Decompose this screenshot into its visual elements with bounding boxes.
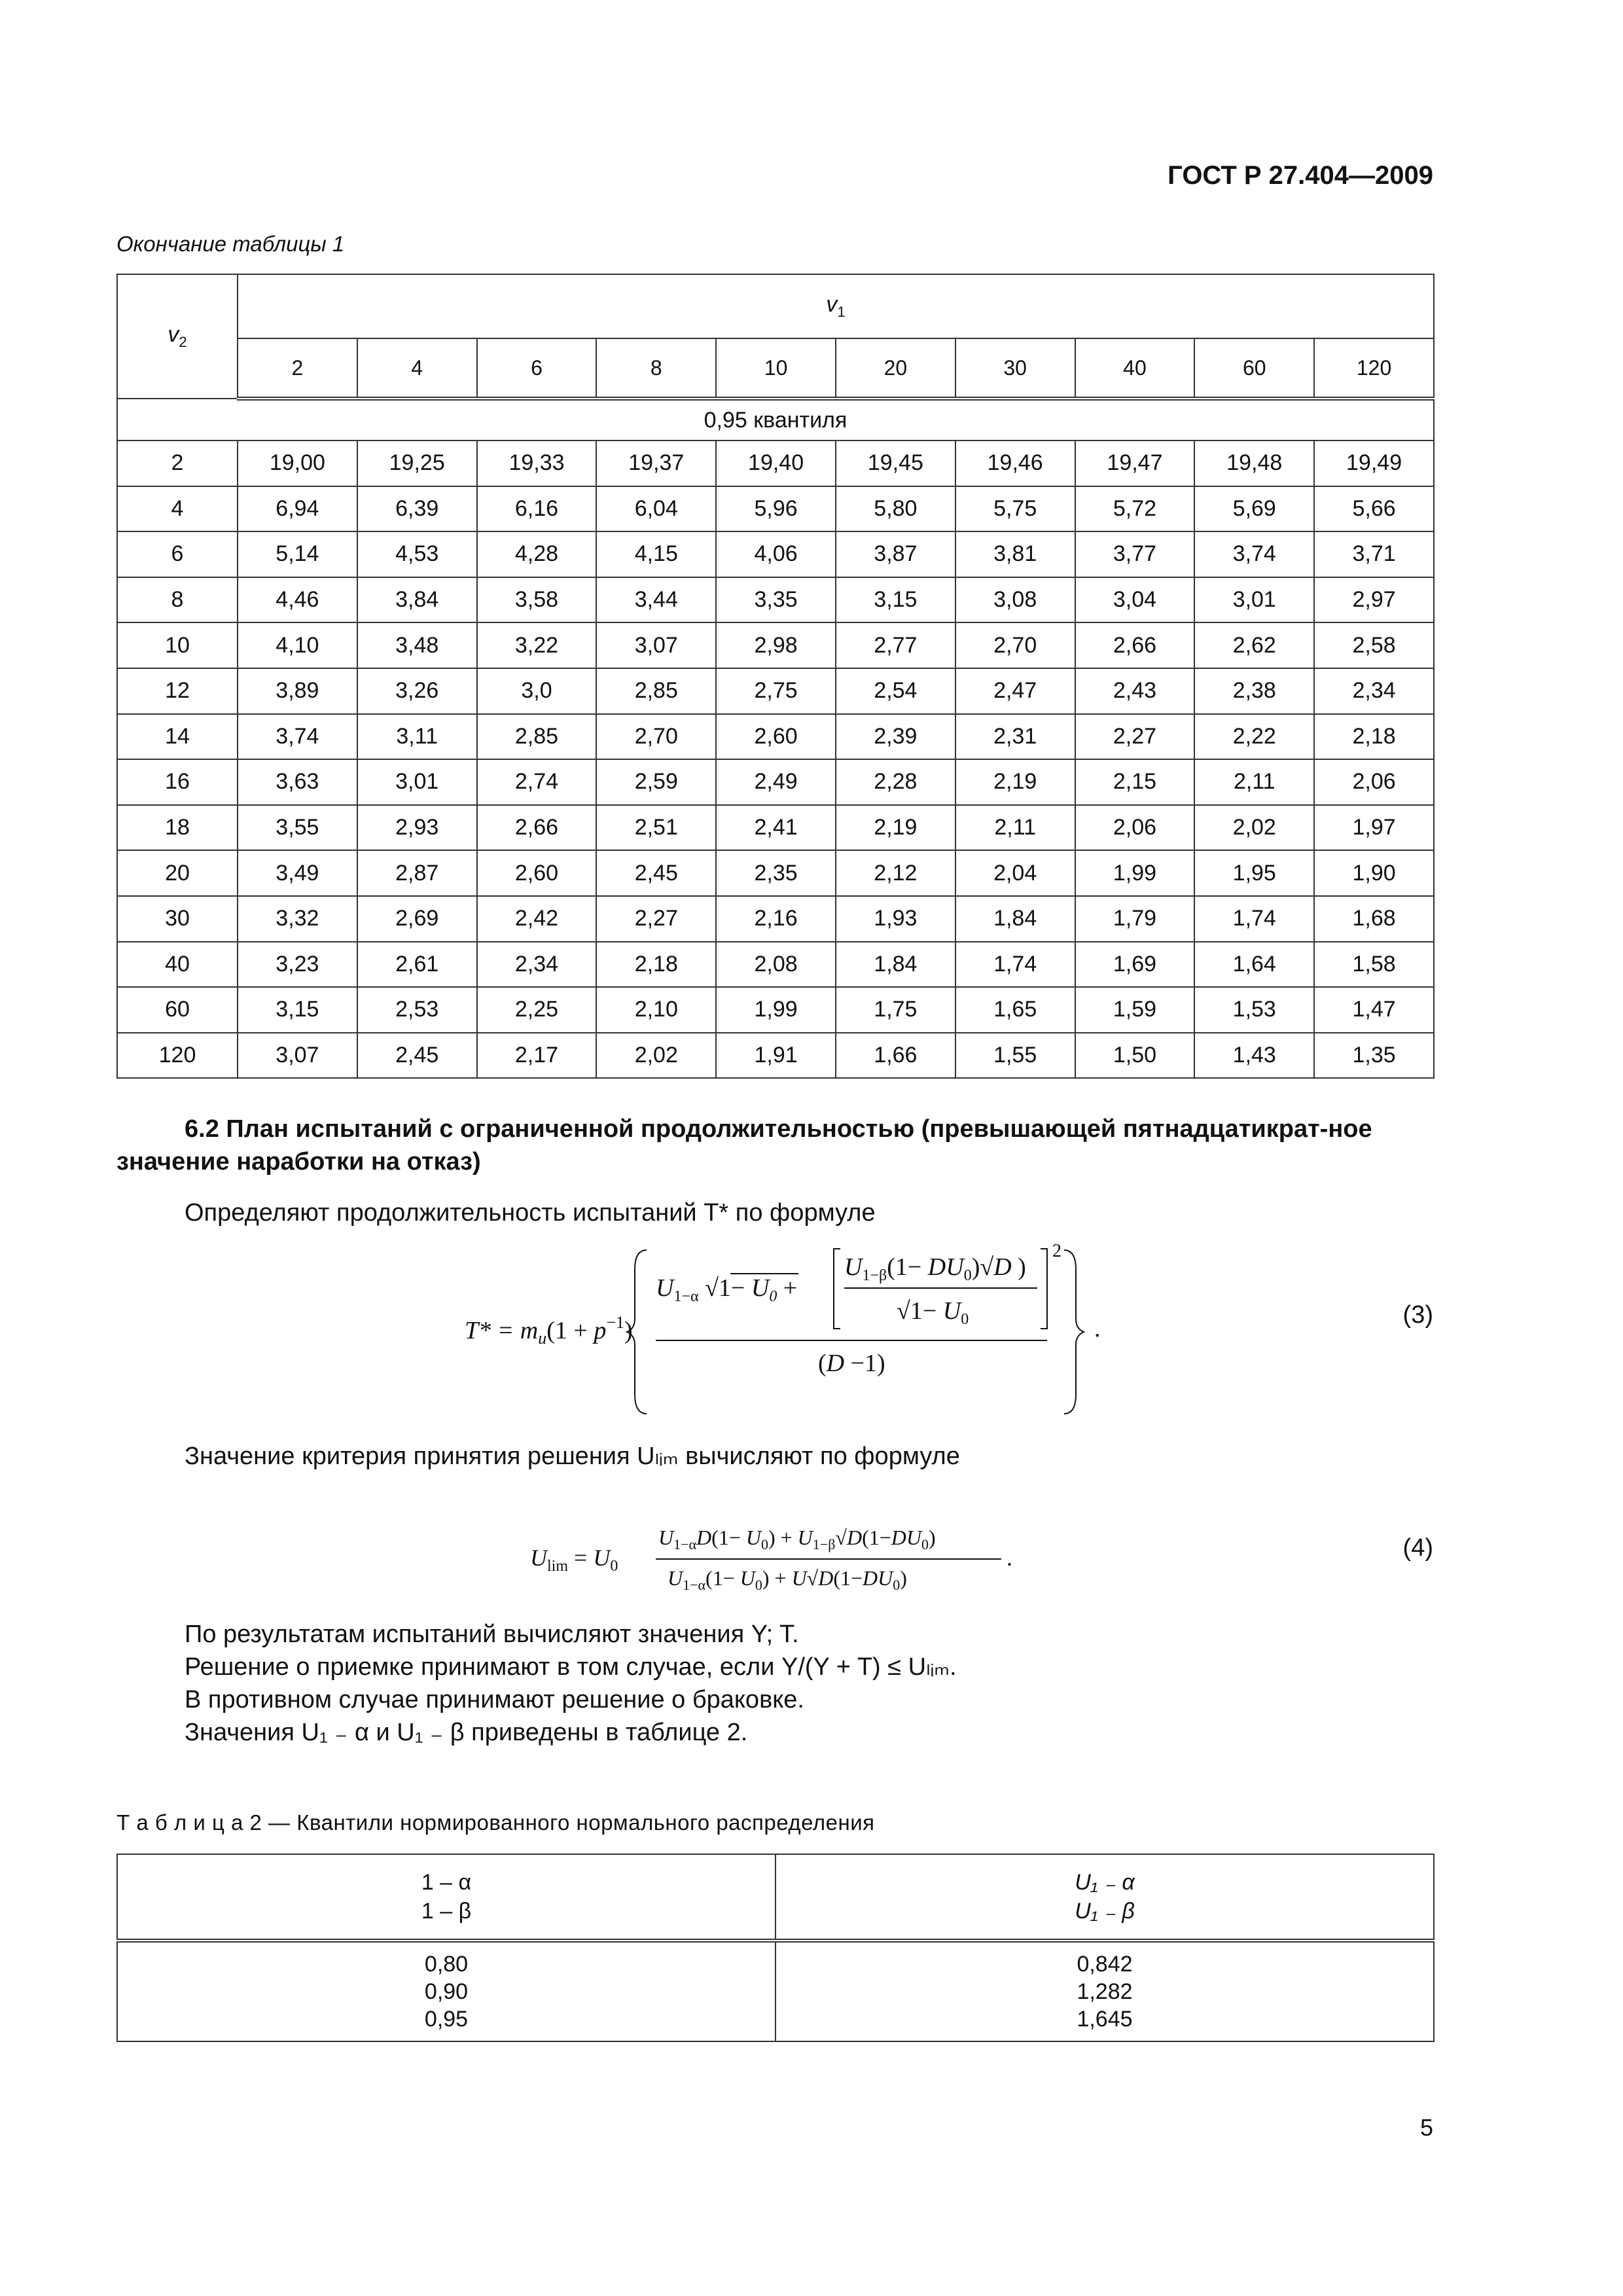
svg-text:U1−α √1− U0 +: $U_{1-\alpha}$ $√1- U_0$ + — [656, 1274, 798, 1305]
table-cell: 19,40 — [716, 440, 836, 486]
table-cell: 2,11 — [955, 805, 1075, 851]
table-cell: 2,19 — [955, 759, 1075, 805]
table-cell: 3,22 — [477, 622, 597, 668]
table-cell: 3,48 — [357, 622, 477, 668]
col-header-symbol: v — [826, 292, 838, 317]
table-cell: 2,93 — [357, 805, 477, 851]
equation-number-4: (4) — [1402, 1534, 1433, 1562]
table-cell: 1,74 — [1194, 896, 1314, 942]
table-row — [117, 987, 1434, 1033]
table-cell: 3,74 — [1194, 531, 1314, 577]
table-cell: 3,55 — [238, 805, 357, 851]
table-cell: 2,85 — [477, 714, 597, 760]
paragraph-accept: Решение о приемке принимают в том случае, если Y/(Y + T) ≤ Uₗᵢₘ. — [185, 1653, 957, 1681]
table-cell: 4,10 — [238, 622, 357, 668]
table-cell: 1,74 — [955, 942, 1075, 988]
column-header: 40 — [1075, 338, 1195, 399]
right-value: 0,842 — [1077, 1952, 1133, 1977]
row-label: 40 — [117, 942, 238, 988]
row-label: 30 — [117, 896, 238, 942]
column-header: 2 — [238, 338, 357, 399]
table-cell: 1,58 — [1314, 942, 1434, 988]
table-cell: 4,06 — [716, 531, 836, 577]
table-row — [117, 805, 1434, 851]
table-cell: 5,96 — [716, 486, 836, 532]
paragraph-determine-duration: Определяют продолжительность испытаний T* по формуле — [185, 1199, 876, 1227]
quantile-label: 0,95 квантиля — [117, 399, 1434, 440]
table-cell: 2,18 — [1314, 714, 1434, 760]
equation-number-3: (3) — [1402, 1301, 1433, 1329]
document-code: ГОСТ Р 27.404—2009 — [1168, 161, 1433, 190]
row-header-subscript: 2 — [179, 333, 187, 350]
table-cell: 2,06 — [1314, 759, 1434, 805]
table-cell: 2,16 — [716, 896, 836, 942]
table-cell: 1,93 — [836, 896, 955, 942]
table-cell: 2,66 — [477, 805, 597, 851]
table-cell: 19,47 — [1075, 440, 1195, 486]
table-cell: 1,79 — [1075, 896, 1195, 942]
row-label: 2 — [117, 440, 238, 486]
table-cell: 3,08 — [955, 577, 1075, 623]
column-header: 60 — [1194, 338, 1314, 399]
paragraph-results: По результатам испытаний вычисляют значения Y; T. — [185, 1621, 799, 1648]
column-header: 120 — [1314, 338, 1434, 399]
table-cell: 2,38 — [1194, 668, 1314, 714]
table2-right-values — [776, 1941, 1434, 2041]
row-label: 12 — [117, 668, 238, 714]
table-cell: 2,60 — [716, 714, 836, 760]
table2-caption: Т а б л и ц а 2 — Квантили нормированного нормального распределения — [116, 1810, 875, 1835]
svg-text:Ulim = U0: $U_{lim} = U_0$ — [530, 1545, 618, 1575]
table-cell: 2,34 — [1314, 668, 1434, 714]
column-header: 30 — [955, 338, 1075, 399]
table-cell: 3,35 — [716, 577, 836, 623]
table-cell: 2,51 — [596, 805, 716, 851]
table-cell: 2,70 — [955, 622, 1075, 668]
table-row — [117, 714, 1434, 760]
table-cell: 3,15 — [238, 987, 357, 1033]
section-title-text: План испытаний с ограниченной продолжительностью (превышающей пятнадцатикрат-ное значение наработки на отказ) — [116, 1115, 1372, 1175]
table-cell: 1,55 — [955, 1033, 1075, 1079]
row-label: 60 — [117, 987, 238, 1033]
table-cell: 2,54 — [836, 668, 955, 714]
table-cell: 3,23 — [238, 942, 357, 988]
paragraph-values: Значения U₁ ₋ α и U₁ ₋ β приведены в таблице 2. — [185, 1719, 748, 1746]
section-title — [116, 1113, 1433, 1178]
table-cell: 1,66 — [836, 1033, 955, 1079]
formula-ulim — [530, 1512, 1119, 1597]
table-cell: 1,35 — [1314, 1033, 1434, 1079]
svg-text:.: . — [1007, 1545, 1012, 1571]
column-header: 6 — [477, 338, 597, 399]
table-cell: 2,74 — [477, 759, 597, 805]
table-cell: 2,69 — [357, 896, 477, 942]
page-number: 5 — [1419, 2114, 1433, 2141]
row-label: 14 — [117, 714, 238, 760]
table-cell: 2,53 — [357, 987, 477, 1033]
table-cell: 5,75 — [955, 486, 1075, 532]
row-label: 8 — [117, 577, 238, 623]
row-label: 18 — [117, 805, 238, 851]
table-cell: 2,10 — [596, 987, 716, 1033]
table-cell: 6,39 — [357, 486, 477, 532]
table-cell: 2,02 — [596, 1033, 716, 1079]
table-cell: 2,35 — [716, 850, 836, 896]
table-continuation-caption: Окончание таблицы 1 — [116, 232, 345, 256]
table-cell: 1,69 — [1075, 942, 1195, 988]
table-cell: 19,48 — [1194, 440, 1314, 486]
table-cell: 2,22 — [1194, 714, 1314, 760]
table-cell: 3,07 — [596, 622, 716, 668]
table-row — [117, 759, 1434, 805]
svg-text:(D −1): (D −1) — [818, 1350, 885, 1377]
table-cell: 4,15 — [596, 531, 716, 577]
table-cell: 1,53 — [1194, 987, 1314, 1033]
head-right-line: U₁ ₋ β — [1075, 1899, 1135, 1924]
table-cell: 19,46 — [955, 440, 1075, 486]
table-cell: 2,43 — [1075, 668, 1195, 714]
formula-duration — [452, 1230, 1171, 1427]
table-cell: 6,04 — [596, 486, 716, 532]
table-cell: 5,69 — [1194, 486, 1314, 532]
table-row — [117, 1033, 1434, 1079]
svg-text:U1−α(1− U0) + U√D(1−DU0): $U_{1-\alpha}(1- U_0) + U√D(1-DU_0)$ — [668, 1566, 907, 1593]
column-header: 20 — [836, 338, 955, 399]
table-cell: 2,27 — [1075, 714, 1195, 760]
table-cell: 5,72 — [1075, 486, 1195, 532]
table-cell: 3,81 — [955, 531, 1075, 577]
table-cell: 2,98 — [716, 622, 836, 668]
table-row — [117, 850, 1434, 896]
table-cell: 2,70 — [596, 714, 716, 760]
table-cell: 2,58 — [1314, 622, 1434, 668]
row-label: 120 — [117, 1033, 238, 1079]
table-cell: 1,65 — [955, 987, 1075, 1033]
table-row — [117, 622, 1434, 668]
svg-text:T* = mu(1 + p−1): $T* = m_u(1 + p^{-1})$ — [465, 1313, 633, 1348]
table-cell: 2,85 — [596, 668, 716, 714]
left-value: 0,95 — [424, 2007, 469, 2032]
table-cell: 2,45 — [596, 850, 716, 896]
table-cell: 3,87 — [836, 531, 955, 577]
paragraph-ulim: Значение критерия принятия решения Uₗᵢₘ вычисляют по формуле — [185, 1443, 960, 1470]
table-cell: 1,95 — [1194, 850, 1314, 896]
table-cell: 1,75 — [836, 987, 955, 1033]
right-value: 1,282 — [1077, 1979, 1133, 2004]
table-cell: 1,68 — [1314, 896, 1434, 942]
table-cell: 2,61 — [357, 942, 477, 988]
table-cell: 3,11 — [357, 714, 477, 760]
row-label: 6 — [117, 531, 238, 577]
column-header: 8 — [596, 338, 716, 399]
table-cell: 2,47 — [955, 668, 1075, 714]
normal-quantiles-table — [116, 1854, 1435, 2042]
table-cell: 2,11 — [1194, 759, 1314, 805]
table-cell: 2,31 — [955, 714, 1075, 760]
svg-text:2: 2 — [1052, 1241, 1061, 1261]
table2-head-right — [776, 1854, 1434, 1941]
table-cell: 2,15 — [1075, 759, 1195, 805]
table-cell: 3,74 — [238, 714, 357, 760]
table-cell: 19,33 — [477, 440, 597, 486]
right-value: 1,645 — [1077, 2007, 1133, 2032]
table-cell: 2,06 — [1075, 805, 1195, 851]
row-label: 10 — [117, 622, 238, 668]
table-cell: 19,49 — [1314, 440, 1434, 486]
section-number: 6.2 — [185, 1115, 219, 1143]
table-row — [117, 577, 1434, 623]
table-cell: 3,71 — [1314, 531, 1434, 577]
table-cell: 2,75 — [716, 668, 836, 714]
table-cell: 6,16 — [477, 486, 597, 532]
table-cell: 2,27 — [596, 896, 716, 942]
row-header-cell — [117, 274, 238, 399]
column-header: 10 — [716, 338, 836, 399]
table-cell: 2,49 — [716, 759, 836, 805]
table-cell: 2,02 — [1194, 805, 1314, 851]
row-label: 16 — [117, 759, 238, 805]
table-cell: 1,99 — [716, 987, 836, 1033]
table-cell: 2,08 — [716, 942, 836, 988]
table-cell: 1,97 — [1314, 805, 1434, 851]
table-cell: 2,18 — [596, 942, 716, 988]
table-cell: 19,37 — [596, 440, 716, 486]
table-cell: 19,45 — [836, 440, 955, 486]
head-right-line: U₁ ₋ α — [1075, 1870, 1135, 1895]
table-cell: 3,26 — [357, 668, 477, 714]
table-cell: 3,49 — [238, 850, 357, 896]
table-cell: 3,01 — [357, 759, 477, 805]
head-left-line: 1 – α — [421, 1870, 472, 1895]
table-cell: 1,64 — [1194, 942, 1314, 988]
table-cell: 1,50 — [1075, 1033, 1195, 1079]
table-cell: 2,25 — [477, 987, 597, 1033]
left-value: 0,80 — [424, 1952, 469, 1977]
table-cell: 3,89 — [238, 668, 357, 714]
table-cell: 1,90 — [1314, 850, 1434, 896]
table-cell: 3,15 — [836, 577, 955, 623]
table-cell: 4,46 — [238, 577, 357, 623]
table-cell: 2,97 — [1314, 577, 1434, 623]
table-cell: 2,39 — [836, 714, 955, 760]
svg-text:.: . — [1094, 1315, 1101, 1342]
row-header-symbol: v — [168, 322, 179, 348]
table-cell: 19,00 — [238, 440, 357, 486]
table-cell: 2,17 — [477, 1033, 597, 1079]
table-cell: 3,07 — [238, 1033, 357, 1079]
table-cell: 5,14 — [238, 531, 357, 577]
table-row — [117, 896, 1434, 942]
table-cell: 1,47 — [1314, 987, 1434, 1033]
table-cell: 2,87 — [357, 850, 477, 896]
table-cell: 2,62 — [1194, 622, 1314, 668]
table-cell: 3,58 — [477, 577, 597, 623]
table-cell: 2,42 — [477, 896, 597, 942]
table-cell: 4,28 — [477, 531, 597, 577]
table-cell: 1,84 — [955, 896, 1075, 942]
table-cell: 2,12 — [836, 850, 955, 896]
table-cell: 4,53 — [357, 531, 477, 577]
head-left-line: 1 – β — [421, 1899, 472, 1924]
table-cell: 3,84 — [357, 577, 477, 623]
table-cell: 2,77 — [836, 622, 955, 668]
table-cell: 3,0 — [477, 668, 597, 714]
table-cell: 2,45 — [357, 1033, 477, 1079]
table-cell: 1,99 — [1075, 850, 1195, 896]
table-cell: 2,28 — [836, 759, 955, 805]
table-cell: 1,43 — [1194, 1033, 1314, 1079]
table-cell: 3,77 — [1075, 531, 1195, 577]
paragraph-reject: В противном случае принимают решение о браковке. — [185, 1686, 804, 1713]
table-row — [117, 668, 1434, 714]
table-cell: 1,59 — [1075, 987, 1195, 1033]
table-cell: 3,44 — [596, 577, 716, 623]
table-cell: 2,59 — [596, 759, 716, 805]
table-row — [117, 440, 1434, 486]
table-cell: 2,66 — [1075, 622, 1195, 668]
quantile-table — [116, 274, 1435, 1079]
table-cell: 6,94 — [238, 486, 357, 532]
table-cell: 2,04 — [955, 850, 1075, 896]
column-headers-row — [117, 338, 1434, 399]
table-cell: 2,41 — [716, 805, 836, 851]
table-row — [117, 531, 1434, 577]
table-cell: 2,34 — [477, 942, 597, 988]
svg-text:U1−αD(1− U0) + U1−β√D(1−DU0): $U_{1-\alpha}D(1- U_0) + U_{1-\beta}√D(1-DU_0)$ — [658, 1526, 936, 1552]
svg-text:√1− U0: $√1- U_0$ — [897, 1297, 969, 1328]
column-header: 4 — [357, 338, 477, 399]
table-cell: 2,19 — [836, 805, 955, 851]
column-group-header — [238, 274, 1434, 338]
col-header-subscript: 1 — [837, 303, 846, 320]
left-value: 0,90 — [424, 1979, 469, 2004]
table-cell: 19,25 — [357, 440, 477, 486]
table2-left-values — [117, 1941, 776, 2041]
table-cell: 5,80 — [836, 486, 955, 532]
svg-text:U1−β(1− DU0)√D ): $U_{1-\beta}(1- DU_0)√D$ ) — [844, 1253, 1026, 1284]
table-cell: 5,66 — [1314, 486, 1434, 532]
table-cell: 2,60 — [477, 850, 597, 896]
table-cell: 3,01 — [1194, 577, 1314, 623]
table-cell: 3,32 — [238, 896, 357, 942]
table2-head-left — [117, 1854, 776, 1941]
table-cell: 3,63 — [238, 759, 357, 805]
table-row — [117, 486, 1434, 532]
table-cell: 3,04 — [1075, 577, 1195, 623]
row-label: 4 — [117, 486, 238, 532]
row-label: 20 — [117, 850, 238, 896]
table-cell: 1,91 — [716, 1033, 836, 1079]
table-row — [117, 942, 1434, 988]
table-cell: 1,84 — [836, 942, 955, 988]
